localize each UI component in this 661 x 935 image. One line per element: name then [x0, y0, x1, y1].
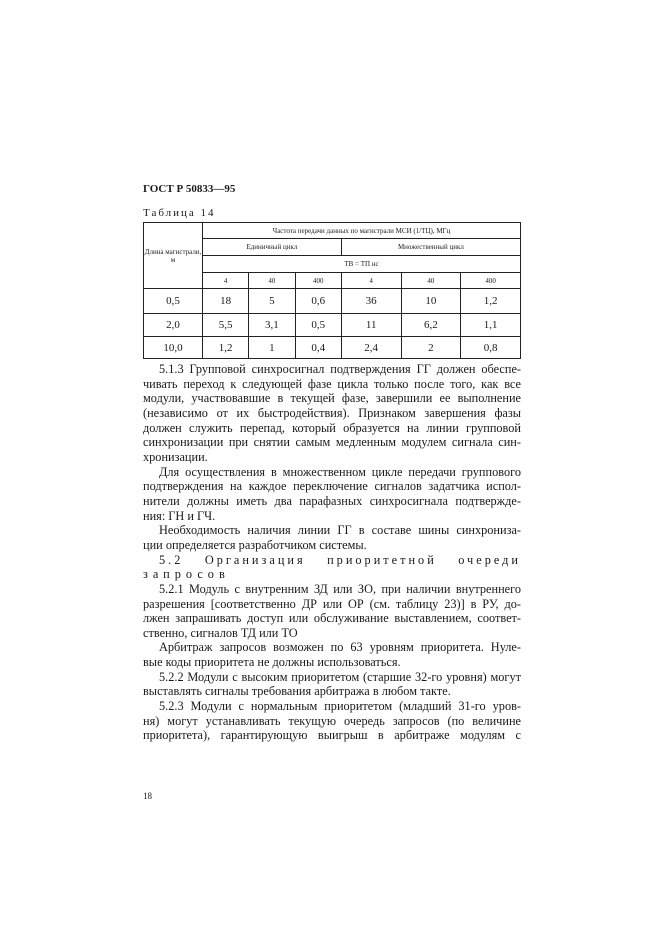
- text-line: разрешения [соответственно ДР или ОР (см. таблицу 23)] в РУ, до-: [143, 596, 521, 611]
- text-line: 5.2.3 Модули с нормальным приоритетом (младший 31-го уров-: [159, 699, 521, 714]
- text-line: запросов: [143, 567, 230, 582]
- text-line: 5.2.1 Модуль с внутренним ЗД или ЗО, при наличии внутреннего: [159, 581, 521, 596]
- table-cell: 2: [401, 337, 461, 359]
- text-line: должен служить перепад, который образуется на линии групповой: [143, 420, 521, 435]
- text-line: вые коды приоритета не должны использоваться.: [143, 655, 401, 670]
- text-line: ственно, сигналов ТД или ТО: [143, 625, 298, 640]
- text-line: выставлять сигналы требования арбитража в любом такте.: [143, 684, 451, 699]
- text-line: 5.2 Организация приоритетной очереди: [159, 552, 521, 567]
- text-line: 5.1.3 Групповой синхросигнал подтверждения ГГ должен обеспе-: [159, 362, 521, 376]
- text-line: 5.2.2 Модули с высоким приоритетом (старшие 32-го уровня) могут: [159, 669, 521, 684]
- column-header: 4: [203, 273, 249, 289]
- column-header-length: Длина магистрали, м: [144, 223, 203, 289]
- table-row: [144, 314, 521, 337]
- column-header: 40: [249, 273, 295, 289]
- group-header-multiple: Множественный цикл: [341, 239, 520, 256]
- paragraph: [143, 582, 521, 641]
- column-header-frequency: Частота передачи данных по магистрали МСИ (1/ТЦ), МГц: [203, 223, 521, 239]
- text-line: ции определяется разработчиком системы.: [143, 537, 367, 552]
- table-cell: 6,2: [401, 314, 461, 337]
- table-cell: 0,4: [295, 337, 341, 359]
- section-heading: [143, 553, 521, 582]
- text-line: Арбитраж запросов возможен по 63 уровням приоритета. Нуле-: [159, 640, 521, 655]
- text-line: хронизации.: [143, 449, 208, 464]
- cell-length: 0,5: [144, 289, 203, 314]
- text-line: синхронизации при снятии самым медленным модулем сигнала син-: [143, 435, 521, 450]
- cell-length: 2,0: [144, 314, 203, 337]
- text-line: ния: ГН и ГЧ.: [143, 508, 216, 523]
- table-cell: 2,4: [341, 337, 401, 359]
- table-cell: 1,2: [203, 337, 249, 359]
- data-table: [143, 222, 521, 359]
- text-line: приоритета), гарантирующую выигрыш в арбитраже модулям с: [143, 728, 521, 743]
- text-line: Необходимость наличия линии ГГ в составе шины синхрониза-: [159, 523, 521, 538]
- paragraph: [143, 465, 521, 524]
- column-header: 400: [461, 273, 521, 289]
- body-text: [143, 362, 521, 743]
- page-number: 18: [143, 791, 152, 801]
- table-cell: 0,8: [461, 337, 521, 359]
- table-cell: 0,6: [295, 289, 341, 314]
- column-header: 40: [401, 273, 461, 289]
- paragraph: [143, 640, 521, 669]
- table-cell: 18: [203, 289, 249, 314]
- table-cell: 36: [341, 289, 401, 314]
- text-line: ня) могут устанавливать текущую очередь запросов (по величине: [143, 713, 521, 728]
- table-label: Таблица 14: [143, 207, 216, 219]
- table-cell: 5: [249, 289, 295, 314]
- table-row: [144, 337, 521, 359]
- table-cell: 1,2: [461, 289, 521, 314]
- table-row: [144, 289, 521, 314]
- text-line: подтверждения на каждое переключение сигналов задатчика испол-: [143, 479, 521, 494]
- paragraph: [143, 523, 521, 552]
- group-header-single: Единичный цикл: [203, 239, 342, 256]
- text-line: лжен запрашивать доступ или обслуживание выставлением, соответ-: [143, 611, 521, 626]
- table-cell: 0,5: [295, 314, 341, 337]
- text-line: Для осуществления в множественном цикле передачи группового: [159, 464, 521, 479]
- text-line: нители должны иметь два парафазных синхросигнала подтвержде-: [143, 493, 521, 508]
- table-cell: 1,1: [461, 314, 521, 337]
- text-line: чивать переход к следующей фазе цикла только после того, как все: [143, 376, 521, 391]
- paragraph: [143, 670, 521, 699]
- document-header: ГОСТ Р 50833—95: [143, 183, 236, 195]
- table-cell: 3,1: [249, 314, 295, 337]
- text-line: модули, участвовавшие в текущей фазе, завершили ее выполнение: [143, 391, 521, 406]
- sub-header: ТВ = ТП нс: [203, 256, 521, 273]
- text-line: (независимо от их быстродействия). Признаком завершения фазы: [143, 405, 521, 420]
- table-cell: 5,5: [203, 314, 249, 337]
- table-cell: 1: [249, 337, 295, 359]
- cell-length: 10,0: [144, 337, 203, 359]
- paragraph: [143, 362, 521, 465]
- paragraph: [143, 699, 521, 743]
- table-cell: 11: [341, 314, 401, 337]
- column-header: 400: [295, 273, 341, 289]
- table-cell: 10: [401, 289, 461, 314]
- column-header: 4: [341, 273, 401, 289]
